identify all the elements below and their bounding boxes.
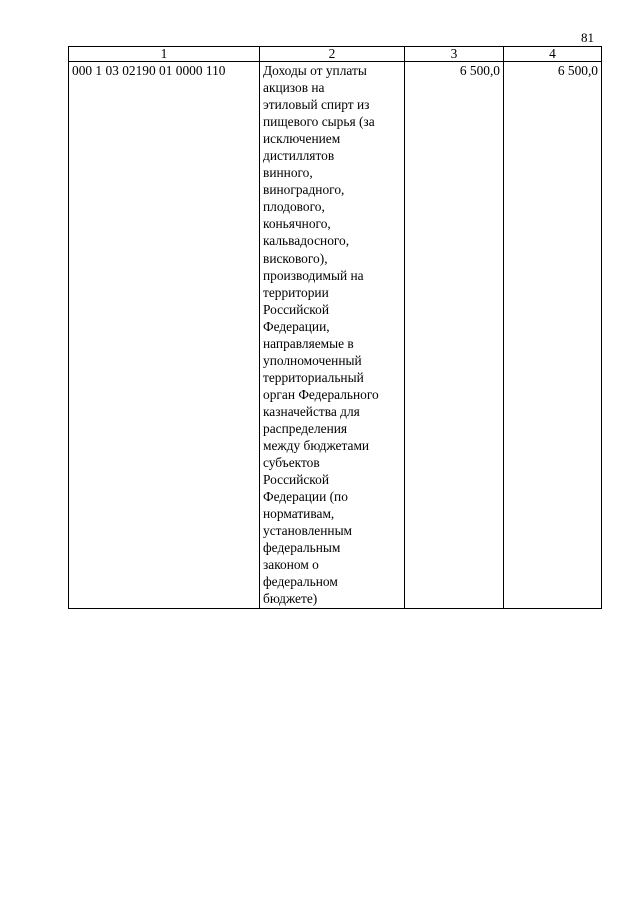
revenue-name-line: федеральным — [263, 540, 341, 556]
revenue-name-line: коньячного, — [263, 216, 331, 232]
revenue-name-line: Федерации, — [263, 318, 330, 334]
budget-table — [68, 46, 602, 609]
value-cell-col3: 6 500,0 — [405, 62, 504, 609]
revenue-name-line: уполномоченный — [263, 352, 362, 368]
budget-code-cell: 000 1 03 02190 01 0000 110 — [69, 62, 260, 609]
revenue-name-line: территории — [263, 284, 329, 300]
revenue-name-line: нормативам, — [263, 506, 335, 522]
revenue-name-line: кальвадосного, — [263, 233, 350, 249]
revenue-name-line: субъектов — [263, 455, 320, 471]
revenue-name-line: виноградного, — [263, 182, 345, 198]
revenue-name-line: орган Федерального — [263, 386, 379, 402]
revenue-name-cell — [260, 62, 405, 609]
revenue-name-line: законом о — [263, 557, 319, 573]
revenue-name-line: Российской — [263, 301, 329, 317]
revenue-name-line: пищевого сырья (за — [263, 114, 375, 130]
revenue-name-line: винного, — [263, 165, 313, 181]
value-cell-col4: 6 500,0 — [504, 62, 602, 609]
revenue-name-line: территориальный — [263, 369, 364, 385]
revenue-name-line: дистиллятов — [263, 148, 335, 164]
revenue-name-line: Российской — [263, 472, 329, 488]
table-row — [69, 62, 602, 609]
revenue-name-line: производимый на — [263, 267, 364, 283]
column-header-3: 3 — [405, 47, 504, 62]
revenue-name-line: вискового), — [263, 250, 328, 266]
revenue-name-line: направляемые в — [263, 335, 354, 351]
column-header-2: 2 — [260, 47, 405, 62]
revenue-name-line: этиловый спирт из — [263, 97, 370, 113]
revenue-name-line: казначейства для — [263, 403, 360, 419]
page-number: 81 — [581, 30, 594, 45]
revenue-name-line: бюджете) — [263, 591, 318, 607]
revenue-name-line: Доходы от уплаты — [263, 63, 367, 78]
revenue-name-line: акцизов на — [263, 80, 325, 96]
revenue-name-line: федеральном — [263, 574, 338, 590]
revenue-name-line: между бюджетами — [263, 438, 370, 454]
revenue-name-line: установленным — [263, 523, 353, 539]
column-header-1: 1 — [69, 47, 260, 62]
revenue-name-line: исключением — [263, 131, 341, 147]
column-header-4: 4 — [504, 47, 602, 62]
revenue-name-line: плодового, — [263, 199, 325, 215]
header-row — [69, 47, 602, 62]
revenue-name-line: распределения — [263, 420, 348, 436]
revenue-name-line: Федерации (по — [263, 489, 348, 505]
table-header — [69, 47, 602, 62]
